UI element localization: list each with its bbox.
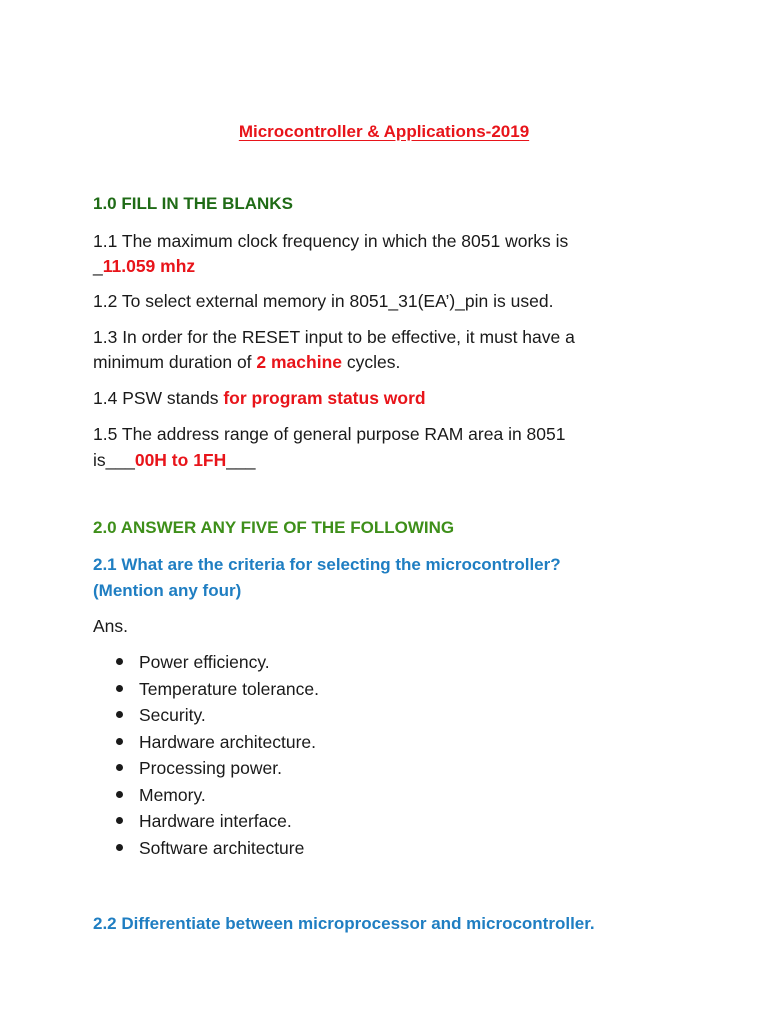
question-1-3-line1: 1.3 In order for the RESET input to be effective, it must have a [93, 327, 575, 347]
list-item: Temperature tolerance. [93, 676, 319, 703]
answer-1-5: 00H to 1FH [134, 450, 227, 470]
question-1-3-pre: minimum duration of [93, 352, 257, 372]
document-title: Microcontroller & Applications-2019 [238, 122, 530, 141]
question-1-4-pre: 1.4 PSW stands [93, 388, 224, 408]
section-2-heading: 2.0 ANSWER ANY FIVE OF THE FOLLOWING [93, 518, 455, 537]
list-item: Power efficiency. [93, 649, 319, 676]
answer-1-3: 2 machine [256, 352, 343, 372]
list-item: Hardware interface. [93, 808, 319, 835]
list-item: Memory. [93, 782, 319, 809]
list-item: Software architecture [93, 835, 319, 862]
blank-prefix: _ [93, 256, 103, 276]
question-1-3-post: cycles. [342, 352, 401, 372]
question-1-5-line2 [93, 449, 255, 471]
question-1-5-post: ___ [226, 450, 256, 470]
question-2-2: 2.2 Differentiate between microprocessor and microcontroller. [93, 914, 595, 933]
answer-1-4: for program status word [223, 388, 426, 408]
question-1-5-line1: 1.5 The address range of general purpose RAM area in 8051 [93, 424, 566, 444]
criteria-list [93, 649, 319, 861]
question-1-3-line2 [93, 351, 400, 373]
section-1-heading: 1.0 FILL IN THE BLANKS [93, 194, 293, 213]
answer-label: Ans. [93, 616, 129, 636]
question-2-1-line2: (Mention any four) [93, 581, 242, 600]
list-item: Hardware architecture. [93, 729, 319, 756]
question-1-1-line2 [93, 255, 195, 277]
question-1-1-line1: 1.1 The maximum clock frequency in which the 8051 works is [93, 231, 569, 251]
question-1-2: 1.2 To select external memory in 8051_31(EA’)_pin is used. [93, 291, 554, 311]
question-1-5-pre: is___ [93, 450, 135, 470]
list-item: Security. [93, 702, 319, 729]
question-2-1-line1: 2.1 What are the criteria for selecting the microcontroller? [93, 555, 561, 574]
question-1-4 [93, 387, 426, 409]
list-item: Processing power. [93, 755, 319, 782]
answer-1-1: 11.059 mhz [102, 256, 196, 276]
